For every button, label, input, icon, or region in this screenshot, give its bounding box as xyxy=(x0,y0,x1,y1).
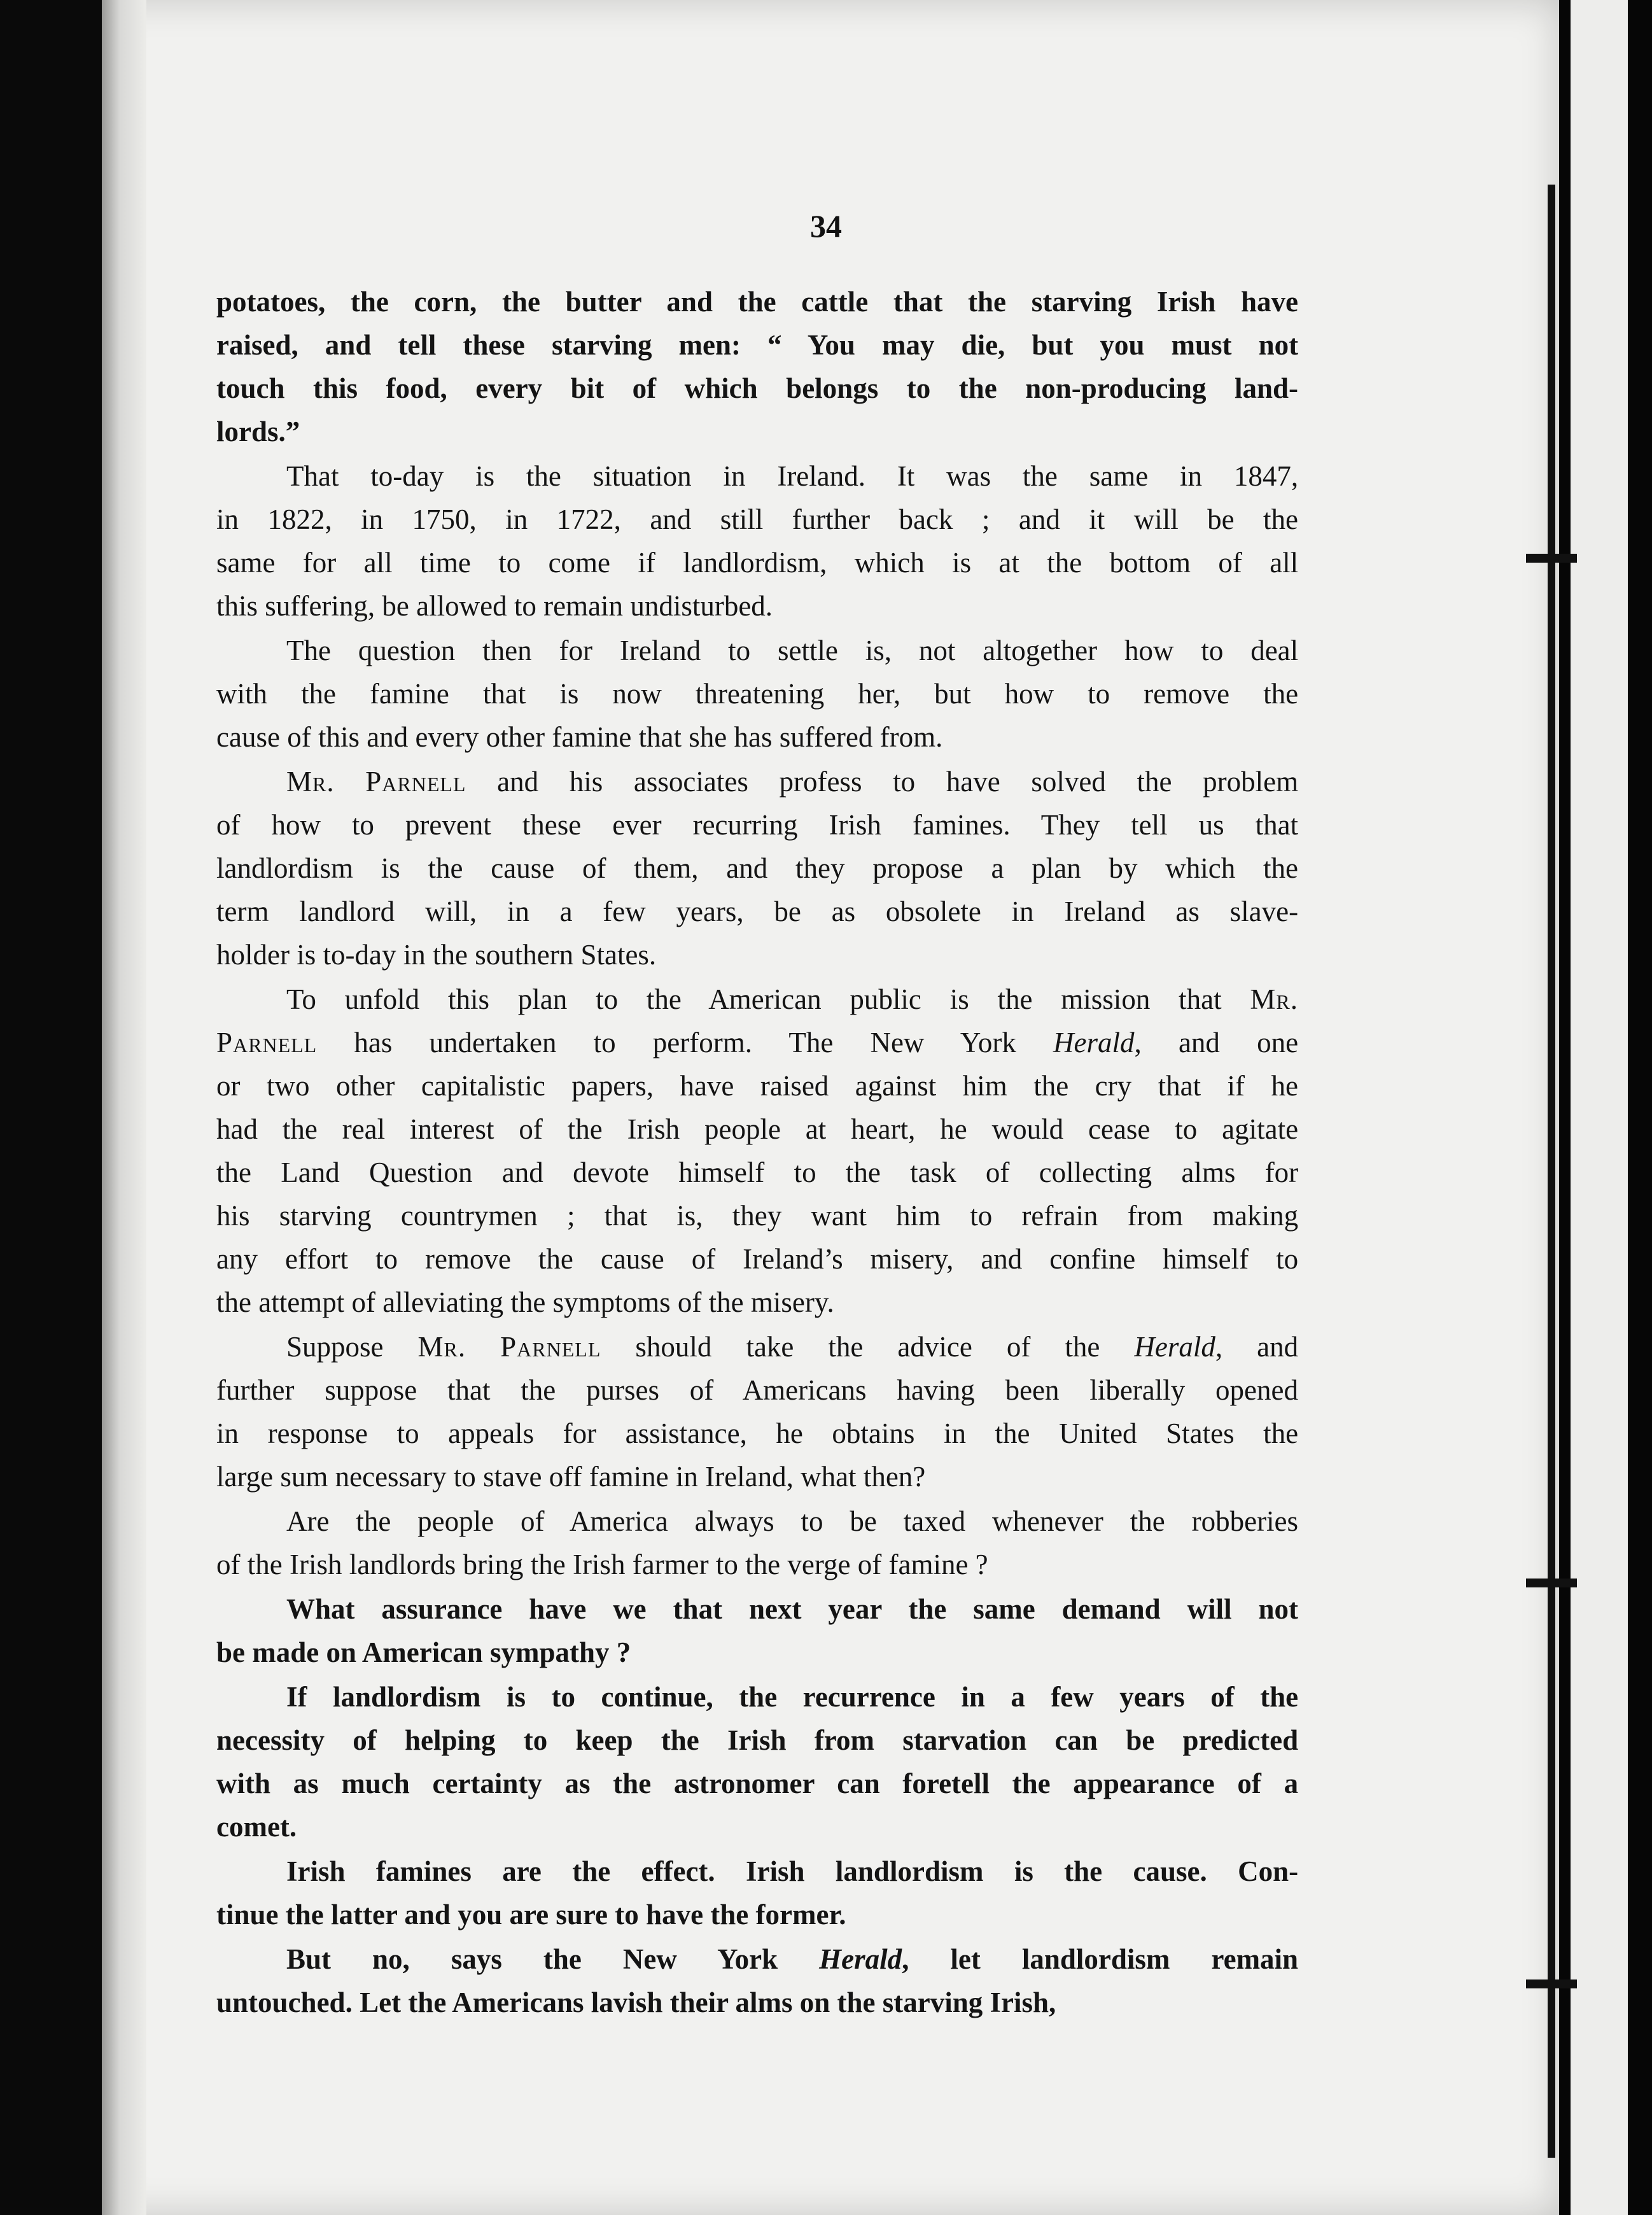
page-gutter-shadow xyxy=(102,0,146,2215)
text-line: raised, and tell these starving men: “ You may die, but you must not xyxy=(216,329,1299,361)
text-line: the attempt of alleviating the symptoms of the misery. xyxy=(216,1286,834,1318)
text-line: any effort to remove the cause of Ireland’s misery, and confine himself to xyxy=(216,1243,1299,1275)
text-line: cause of this and every other famine that she has suffered from. xyxy=(216,721,943,753)
text-line: Are the people of America always to be taxed whenever the robberies xyxy=(286,1505,1299,1537)
text-line: The question then for Ireland to settle is, not altogether how to deal xyxy=(286,635,1299,666)
text-line: Mr. Parnell and his associates profess to have solved the problem xyxy=(286,766,1299,798)
text-line: holder is to-day in the southern States. xyxy=(216,939,657,971)
text-line: in response to appeals for assistance, he obtains in the United States the xyxy=(216,1417,1299,1449)
paragraph-p1 xyxy=(216,454,1298,628)
paragraph-p5 xyxy=(216,1325,1298,1498)
binding-edge xyxy=(1548,185,1555,2158)
text-line: this suffering, be allowed to remain undisturbed. xyxy=(216,590,773,622)
text-line: large sum necessary to stave off famine in Ireland, what then? xyxy=(216,1461,926,1493)
paragraph-p3 xyxy=(216,760,1298,976)
text-line: Suppose Mr. Parnell should take the advice of the Herald, and xyxy=(286,1331,1299,1363)
text-line: landlordism is the cause of them, and they propose a plan by which the xyxy=(216,852,1298,884)
paragraph-p0 xyxy=(216,280,1298,453)
text-line: in 1822, in 1750, in 1722, and still further back ; and it will be the xyxy=(216,503,1299,535)
text-line: with the famine that is now threatening her, but how to remove the xyxy=(216,678,1299,710)
text-line: be made on American sympathy ? xyxy=(216,1636,631,1668)
binding-mark xyxy=(1526,1979,1577,1988)
text-line: If landlordism is to continue, the recurrence in a few years of the xyxy=(286,1681,1299,1713)
paragraph-p6 xyxy=(216,1500,1298,1586)
paragraph-p8 xyxy=(216,1675,1298,1848)
body-text xyxy=(216,280,1298,2025)
binding-mark xyxy=(1526,554,1577,563)
text-line: Parnell has undertaken to perform. The New York Herald, and one xyxy=(216,1027,1299,1058)
text-line: of the Irish landlords bring the Irish farmer to the verge of famine ? xyxy=(216,1549,988,1580)
text-line: further suppose that the purses of Americans having been liberally opened xyxy=(216,1374,1298,1406)
text-line: same for all time to come if landlordism, which is at the bottom of all xyxy=(216,547,1299,579)
text-line: What assurance have we that next year the same demand will not xyxy=(286,1593,1298,1625)
paragraph-p9 xyxy=(216,1850,1298,1936)
adjacent-page-strip xyxy=(1559,0,1652,2215)
text-line: Irish famines are the effect. Irish landlordism is the cause. Con- xyxy=(286,1855,1299,1887)
text-line: or two other capitalistic papers, have raised against him the cry that if he xyxy=(216,1070,1298,1102)
text-line: term landlord will, in a few years, be as obsolete in Ireland as slave- xyxy=(216,896,1299,927)
text-line: comet. xyxy=(216,1811,297,1843)
binding-mark xyxy=(1526,1579,1577,1587)
paragraph-p2 xyxy=(216,629,1298,759)
text-line: touch this food, every bit of which belongs to the non-producing land- xyxy=(216,372,1298,404)
text-line: potatoes, the corn, the butter and the cattle that the starving Irish have xyxy=(216,286,1299,318)
text-line: necessity of helping to keep the Irish from starvation can be predicted xyxy=(216,1724,1299,1756)
text-line: lords.” xyxy=(216,416,300,447)
text-line: his starving countrymen ; that is, they want him to refrain from making xyxy=(216,1200,1299,1232)
paragraph-p7 xyxy=(216,1587,1298,1674)
paragraph-p4 xyxy=(216,978,1298,1324)
text-line: had the real interest of the Irish people at heart, he would cease to agitate xyxy=(216,1113,1299,1145)
text-line: To unfold this plan to the American public is the mission that Mr. xyxy=(286,983,1299,1015)
text-line: That to-day is the situation in Ireland. It was the same in 1847, xyxy=(286,460,1299,492)
text-line: But no, says the New York Herald, let landlordism remain xyxy=(286,1943,1299,1975)
text-line: of how to prevent these ever recurring Irish famines. They tell us that xyxy=(216,809,1299,841)
text-line: with as much certainty as the astronomer can foretell the appearance of a xyxy=(216,1768,1299,1799)
text-line: untouched. Let the Americans lavish their alms on the starving Irish, xyxy=(216,1986,1056,2018)
paragraph-p10 xyxy=(216,1937,1298,2024)
text-line: tinue the latter and you are sure to have the former. xyxy=(216,1899,846,1930)
page-number: 34 xyxy=(810,208,842,244)
text-line: the Land Question and devote himself to the task of collecting alms for xyxy=(216,1157,1299,1188)
